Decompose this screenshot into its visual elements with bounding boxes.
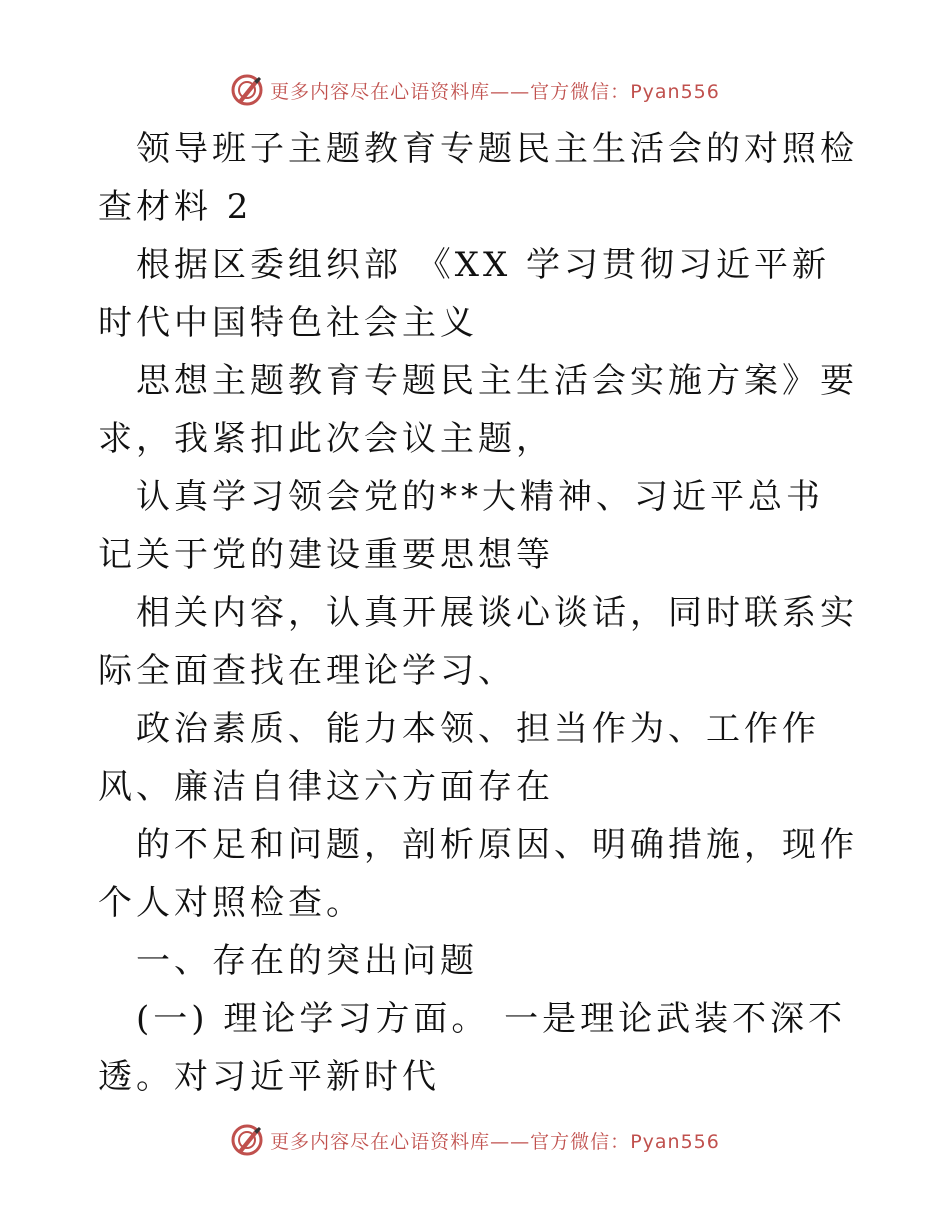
watermark-text: 更多内容尽在心语资料库——官方微信：Pyan556: [270, 1130, 720, 1153]
watermark-header: [0, 70, 950, 110]
watermark-text: 更多内容尽在心语资料库——官方微信：Pyan556: [270, 80, 720, 103]
body-paragraph: 相关内容，认真开展谈心谈话，同时联系实际全面查找在理论学习、: [98, 593, 858, 691]
section-heading: 一、存在的突出问题: [136, 941, 478, 981]
body-paragraph: 的不足和问题，剖析原因、明确措施，现作个人对照检查。: [98, 825, 858, 923]
body-paragraph: (一) 理论学习方面。 一是理论武装不深不透。对习近平新时代: [98, 999, 847, 1097]
pen-logo-icon: [230, 73, 264, 107]
body-paragraph: 认真学习领会党的**大精神、习近平总书记关于党的建设重要思想等: [98, 477, 824, 575]
body-paragraph: 思想主题教育专题民主生活会实施方案》要求，我紧扣此次会议主题，: [98, 361, 858, 459]
document-title: 领导班子主题教育专题民主生活会的对照检查材料 2: [98, 129, 858, 227]
pen-logo-icon: [230, 1123, 264, 1157]
body-paragraph: 根据区委组织部 《XX 学习贯彻习近平新时代中国特色社会主义: [98, 245, 831, 343]
document-body: [98, 120, 858, 1106]
body-paragraph: 政治素质、能力本领、担当作为、工作作风、廉洁自律这六方面存在: [98, 709, 820, 807]
watermark-footer: [0, 1120, 950, 1160]
